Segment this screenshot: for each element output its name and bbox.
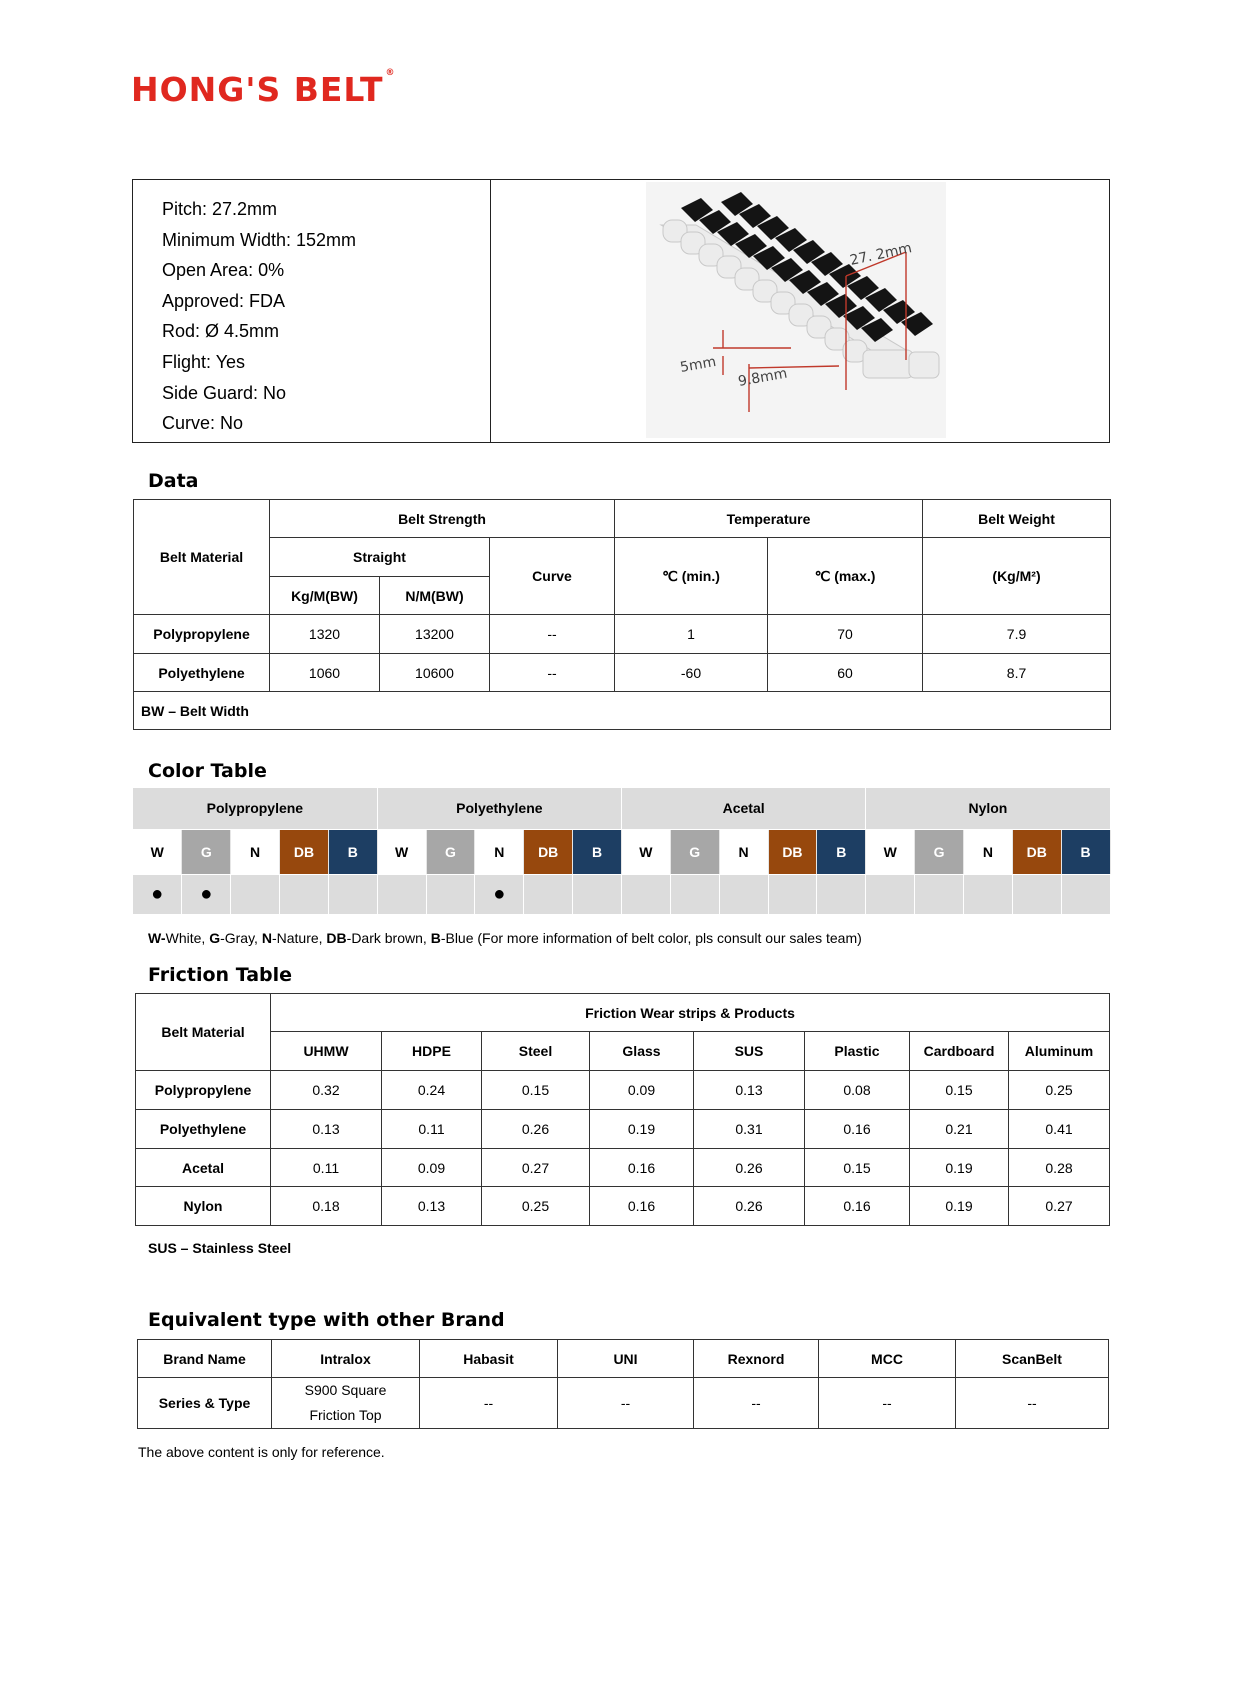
- brand-mcc: MCC: [819, 1340, 956, 1378]
- value-cell: 0.09: [382, 1149, 482, 1187]
- swatch-blue: B: [817, 829, 866, 874]
- habasit-series: --: [420, 1378, 558, 1429]
- hdr-friction-group: Friction Wear strips & Products: [271, 994, 1110, 1032]
- value-cell: 0.18: [271, 1187, 382, 1226]
- brand-intralox: Intralox: [272, 1340, 420, 1378]
- color-table: [133, 788, 1111, 915]
- table-row: [136, 1187, 1110, 1226]
- value-cell: -60: [615, 654, 768, 692]
- brand-scanbelt: ScanBelt: [956, 1340, 1109, 1378]
- logo-text: HONG'S BELT: [131, 70, 384, 109]
- swatch-gray: G: [670, 829, 719, 874]
- value-cell: 0.16: [590, 1187, 694, 1226]
- value-cell: 13200: [380, 615, 490, 654]
- spec-open-area: Open Area: 0%: [162, 260, 285, 281]
- hdr-nm: N/M(BW): [380, 577, 490, 615]
- equivalent-title: Equivalent type with other Brand: [148, 1309, 505, 1331]
- hdr-belt-strength: Belt Strength: [270, 500, 615, 538]
- value-cell: 0.28: [1009, 1149, 1110, 1187]
- value-cell: 7.9: [923, 615, 1111, 654]
- availability-dot: ●: [475, 874, 524, 914]
- value-cell: --: [490, 615, 615, 654]
- dim-98mm-label: 9.8mm: [736, 365, 789, 390]
- swatch-gray: G: [182, 829, 231, 874]
- col-plastic: Plastic: [805, 1032, 910, 1071]
- col-steel: Steel: [482, 1032, 590, 1071]
- table-row: [136, 1071, 1110, 1110]
- value-cell: 0.19: [910, 1149, 1009, 1187]
- availability-dot: ●: [182, 874, 231, 914]
- hdr-temperature: Temperature: [615, 500, 923, 538]
- table-row: [136, 1110, 1110, 1149]
- color-material-acetal: Acetal: [621, 788, 865, 829]
- value-cell: 0.13: [382, 1187, 482, 1226]
- swatch-nature: N: [475, 829, 524, 874]
- material-cell: Polypropylene: [134, 615, 270, 654]
- hdr-belt-weight: Belt Weight: [923, 500, 1111, 538]
- value-cell: 0.25: [1009, 1071, 1110, 1110]
- material-cell: Polyethylene: [136, 1110, 271, 1149]
- friction-table: [135, 993, 1110, 1226]
- color-material-nylon: Nylon: [866, 788, 1110, 829]
- spec-box: [132, 179, 1110, 443]
- value-cell: 0.26: [694, 1149, 805, 1187]
- value-cell: 0.19: [590, 1110, 694, 1149]
- value-cell: 10600: [380, 654, 490, 692]
- data-table: [133, 499, 1111, 730]
- col-cardboard: Cardboard: [910, 1032, 1009, 1071]
- disclaimer: The above content is only for reference.: [138, 1444, 385, 1460]
- material-cell: Acetal: [136, 1149, 271, 1187]
- value-cell: 0.11: [382, 1110, 482, 1149]
- bw-footnote: BW – Belt Width: [134, 692, 1111, 730]
- friction-title: Friction Table: [148, 964, 293, 986]
- value-cell: 0.16: [805, 1110, 910, 1149]
- value-cell: 0.09: [590, 1071, 694, 1110]
- value-cell: 0.27: [482, 1149, 590, 1187]
- value-cell: 1: [615, 615, 768, 654]
- spec-side-guard: Side Guard: No: [162, 382, 287, 403]
- value-cell: 0.32: [271, 1071, 382, 1110]
- sus-footnote: SUS – Stainless Steel: [148, 1240, 292, 1256]
- table-row: [136, 1149, 1110, 1187]
- hdr-kgm: Kg/M(BW): [270, 577, 380, 615]
- hdr-temp-max: ℃ (max.): [768, 538, 923, 615]
- equivalent-table: [137, 1339, 1109, 1429]
- swatch-dark-brown: DB: [1012, 829, 1061, 874]
- color-material-pp: Polypropylene: [133, 788, 377, 829]
- value-cell: 0.16: [805, 1187, 910, 1226]
- hdr-weight-unit: (Kg/M²): [923, 538, 1111, 615]
- value-cell: 0.25: [482, 1187, 590, 1226]
- table-row: [134, 615, 1111, 654]
- value-cell: 60: [768, 654, 923, 692]
- spec-min-width: Minimum Width: 152mm: [162, 229, 357, 250]
- hdr-curve: Curve: [490, 538, 615, 615]
- hdr-belt-material: Belt Material: [134, 500, 270, 615]
- swatch-nature: N: [719, 829, 768, 874]
- uni-series: --: [558, 1378, 694, 1429]
- value-cell: 0.15: [805, 1149, 910, 1187]
- col-hdpe: HDPE: [382, 1032, 482, 1071]
- value-cell: 0.19: [910, 1187, 1009, 1226]
- swatch-blue: B: [1061, 829, 1110, 874]
- swatch-dark-brown: DB: [768, 829, 817, 874]
- intralox-series: S900 Square Friction Top: [272, 1378, 420, 1429]
- spec-approved: Approved: FDA: [162, 290, 286, 311]
- swatch-white: W: [621, 829, 670, 874]
- hdr-straight: Straight: [270, 538, 490, 577]
- col-sus: SUS: [694, 1032, 805, 1071]
- value-cell: 0.26: [482, 1110, 590, 1149]
- value-cell: 1060: [270, 654, 380, 692]
- swatch-nature: N: [231, 829, 280, 874]
- color-title: Color Table: [148, 760, 267, 782]
- color-legend: W-White, G-Gray, N-Nature, DB-Dark brown, B-Blue (For more information of belt color, pls consult our sales team): [148, 930, 862, 946]
- mcc-series: --: [819, 1378, 956, 1429]
- swatch-dark-brown: DB: [280, 829, 329, 874]
- swatch-dark-brown: DB: [524, 829, 573, 874]
- availability-dot: ●: [133, 874, 182, 914]
- swatch-blue: B: [328, 829, 377, 874]
- rexnord-series: --: [694, 1378, 819, 1429]
- value-cell: 0.27: [1009, 1187, 1110, 1226]
- col-glass: Glass: [590, 1032, 694, 1071]
- color-material-pe: Polyethylene: [377, 788, 621, 829]
- material-cell: Nylon: [136, 1187, 271, 1226]
- value-cell: 0.15: [482, 1071, 590, 1110]
- swatch-white: W: [377, 829, 426, 874]
- swatch-nature: N: [963, 829, 1012, 874]
- spec-rod: Rod: Ø 4.5mm: [162, 321, 280, 342]
- spec-flight: Flight: Yes: [162, 351, 246, 372]
- swatch-white: W: [866, 829, 915, 874]
- hdr-temp-min: ℃ (min.): [615, 538, 768, 615]
- swatch-gray: G: [426, 829, 475, 874]
- value-cell: 0.26: [694, 1187, 805, 1226]
- swatch-white: W: [133, 829, 182, 874]
- value-cell: 0.24: [382, 1071, 482, 1110]
- dim-5mm-label: 5mm: [678, 353, 718, 376]
- hdr-series-type: Series & Type: [138, 1378, 272, 1429]
- dim-pitch-label: 27. 2mm: [848, 240, 914, 269]
- value-cell: 70: [768, 615, 923, 654]
- spec-pitch: Pitch: 27.2mm: [162, 199, 278, 219]
- brand-logo: [131, 70, 396, 109]
- spec-list: [133, 180, 491, 442]
- belt-illustration: [491, 180, 1109, 440]
- material-cell: Polyethylene: [134, 654, 270, 692]
- col-aluminum: Aluminum: [1009, 1032, 1110, 1071]
- value-cell: 0.21: [910, 1110, 1009, 1149]
- col-uhmw: UHMW: [271, 1032, 382, 1071]
- value-cell: 0.13: [694, 1071, 805, 1110]
- value-cell: 0.15: [910, 1071, 1009, 1110]
- value-cell: 0.13: [271, 1110, 382, 1149]
- hdr-friction-material: Belt Material: [136, 994, 271, 1071]
- registered-mark: ®: [385, 68, 396, 78]
- belt-diagram: [491, 180, 1109, 442]
- brand-rexnord: Rexnord: [694, 1340, 819, 1378]
- data-title: Data: [148, 470, 199, 492]
- value-cell: 0.41: [1009, 1110, 1110, 1149]
- brand-habasit: Habasit: [420, 1340, 558, 1378]
- material-cell: Polypropylene: [136, 1071, 271, 1110]
- value-cell: 1320: [270, 615, 380, 654]
- brand-uni: UNI: [558, 1340, 694, 1378]
- value-cell: 0.11: [271, 1149, 382, 1187]
- value-cell: --: [490, 654, 615, 692]
- swatch-gray: G: [915, 829, 964, 874]
- hdr-brand-name: Brand Name: [138, 1340, 272, 1378]
- value-cell: 0.08: [805, 1071, 910, 1110]
- value-cell: 0.16: [590, 1149, 694, 1187]
- scanbelt-series: --: [956, 1378, 1109, 1429]
- table-row: [134, 654, 1111, 692]
- spec-curve: Curve: No: [162, 413, 244, 434]
- value-cell: 0.31: [694, 1110, 805, 1149]
- swatch-blue: B: [573, 829, 622, 874]
- value-cell: 8.7: [923, 654, 1111, 692]
